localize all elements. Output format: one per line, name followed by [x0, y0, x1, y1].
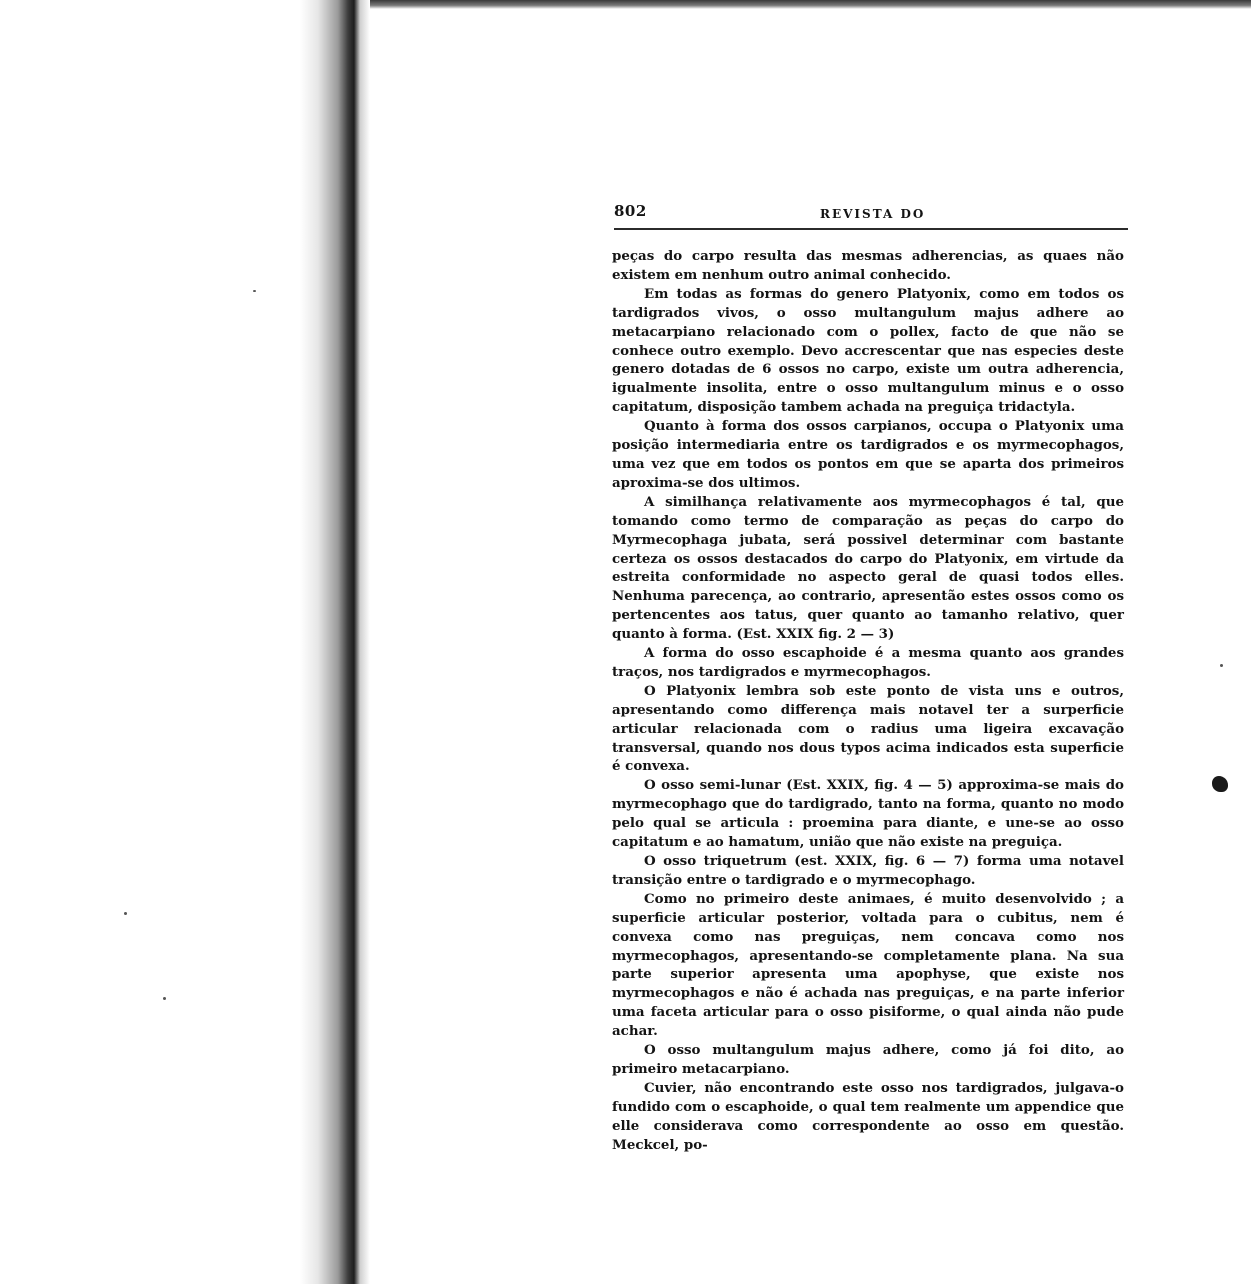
running-title: REVISTA DO — [820, 207, 926, 221]
paragraph: Cuvier, não encontrando este osso nos tardigrados, julgava-o fundido com o escaphoide, o qual tem realmente um appendice que elle considerava como correspondente ao osso em questão. Meckcel, po- — [612, 1079, 1124, 1153]
paragraph: Em todas as formas do genero Platyonix, como em todos os tardigrados vivos, o osso multangulum majus adhere ao metacarpiano relacionado com o pollex, facto de que não se conhece outro exemplo. Devo accrescentar que nas especies deste genero dotadas de 6 ossos no carpo, existe um outra adherencia, igualmente insolita, entre o osso multangulum minus e o osso capitatum, disposição tambem achada na preguiça tridactyla. — [612, 285, 1124, 416]
page-body — [612, 247, 1124, 1155]
book-gutter-shadow — [300, 0, 370, 1284]
paragraph: A forma do osso escaphoide é a mesma quanto aos grandes traços, nos tardigrados e myrmecophagos. — [612, 645, 1124, 680]
scan-speck — [163, 997, 166, 1000]
scan-speck — [1220, 664, 1223, 667]
paragraph: O Platyonix lembra sob este ponto de vista uns e outros, apresentando como differença mais notavel ter a surperficie articular relacionada com o radius uma ligeira excavação transversal, quando nos dous typos acima indicados esta superficie é convexa. — [612, 682, 1124, 775]
scan-speck — [253, 290, 256, 292]
paragraph: O osso triquetrum (est. XXIX, fig. 6 — 7) forma uma notavel transição entre o tardigrado e o myrmecophago. — [612, 853, 1124, 888]
paragraph: peças do carpo resulta das mesmas adherencias, as quaes não existem em nenhum outro animal conhecido. — [612, 248, 1124, 283]
paragraph: A similhança relativamente aos myrmecophagos é tal, que tomando como termo de comparação as peças do carpo do Myrmecophaga jubata, será possivel determinar com bastante certeza os ossos destacados do carpo do Platyonix, em virtude da estreita conformidade no aspecto geral de quasi todos elles. Nenhuma parecença, ao contrario, apresentão estes ossos como os pertencentes aos tatus, quer quanto ao tamanho relativo, quer quanto à forma. (Est. XXIX fig. 2 — 3) — [612, 493, 1124, 643]
paragraph: Quanto à forma dos ossos carpianos, occupa o Platyonix uma posição intermediaria entre os tardigrados e os myrmecophagos, uma vez que em todos os pontos em que se aparta dos primeiros aproxima-se dos ultimos. — [612, 418, 1124, 491]
scan-top-edge — [355, 0, 1251, 9]
paragraph: O osso semi-lunar (Est. XXIX, fig. 4 — 5) approxima-se mais do myrmecophago que do tardigrado, tanto na forma, quanto no modo pelo qual se articula : proemina para diante, e une-se ao osso capitatum e ao hamatum, união que não existe na preguiça. — [612, 777, 1124, 851]
scan-speck — [124, 912, 127, 915]
ink-blot — [1212, 776, 1228, 792]
page-number: 802 — [614, 202, 647, 220]
header-rule — [614, 228, 1128, 230]
paragraph: O osso multangulum majus adhere, como já foi dito, ao primeiro metacarpiano. — [612, 1042, 1124, 1077]
paragraph: Como no primeiro deste animaes, é muito desenvolvido ; a superficie articular posterior, voltada para o cubitus, nem é convexa como nas preguiças, nem concava como nos myrmecophagos, apresentando-se completamente plana. Na sua parte superior apresenta uma apophyse, que existe nos myrmecophagos e não é achada nas preguiças, e na parte inferior uma faceta articular para o osso pisiforme, o qual ainda não pude achar. — [612, 890, 1124, 1040]
